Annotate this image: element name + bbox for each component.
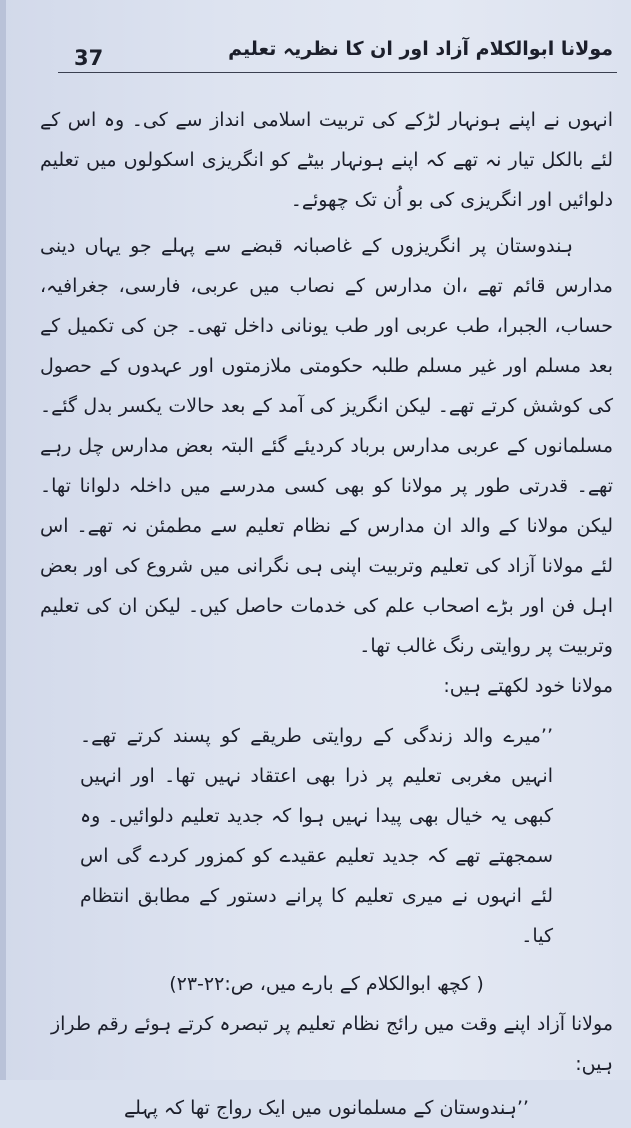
paragraph-3: مولانا خود لکھتے ہیں: [443, 675, 613, 697]
paragraph-1: انہوں نے اپنے ہونہار لڑکے کی تربیت اسلامی انداز سے کی۔ وہ اس کے لئے بالکل تیار نہ تھے کہ اپنے ہونہار بیٹے کو انگریزی اسکولوں میں تعلیم دلوائیں اور انگریزی کی بو اُن تک چھوئے۔ [40, 109, 613, 211]
block-quote: ’’میرے والد زندگی کے روایتی طریقے کو پسند کرتے تھے۔ انہیں مغربی تعلیم پر ذرا بھی اعتقاد نہیں تھا۔ اور انہیں کبھی یہ خیال بھی پیدا نہیں ہوا کہ جدید تعلیم دلوائیں۔ وہ سمجھتے تھے کہ جدید تعلیم عقیدے کو کمزور کردے گی اس لئے انہوں نے میری تعلیم کا پرانے دستور کے مطابق انتظام کیا۔ [80, 725, 553, 947]
page-number: 37 [74, 46, 104, 70]
block-quote-start: ’’ہندوستان کے مسلمانوں میں ایک رواج تھا کہ پہلے [124, 1097, 529, 1119]
body-text [40, 100, 613, 1128]
header-divider [58, 72, 617, 73]
quote-citation: ( کچھ ابوالکلام کے بارے میں، ص:۲۲-۲۳) [169, 973, 484, 995]
running-header-title: مولانا ابوالکلام آزاد اور ان کا نظریہ تعلیم [228, 38, 613, 60]
paragraph-4: مولانا آزاد اپنے وقت میں رائج نظام تعلیم پر تبصرہ کرتے ہوئے رقم طراز ہیں: [50, 1013, 613, 1075]
paragraph-2: ہندوستان پر انگریزوں کے غاصبانہ قبضے سے پہلے جو یہاں دینی مدارس قائم تھے ،ان مدارس کے نصاب میں عربی، فارسی، جغرافیہ، حساب، الجبرا، طب عربی اور طب یونانی داخل تھی۔ جن کی تکمیل کے بعد مسلم اور غیر مسلم طلبہ حکومتی ملازمتوں اور عہدوں کے حصول کی کوشش کرتے تھے۔ لیکن انگریز کی آمد کے بعد حالات یکسر بدل گئے۔ مسلمانوں کے عربی مدارس برباد کردیئے گئے البتہ بعض مدارس چل رہے تھے۔ قدرتی طور پر مولانا کو بھی کسی مدرسے میں داخلہ دلوانا تھا۔ لیکن مولانا کے والد ان مدارس کے نظام تعلیم سے مطمئن نہ تھے۔ اس لئے مولانا آزاد کی تعلیم وتربیت اپنی ہی نگرانی میں شروع کی اور بعض اہل فن اور بڑے اصحاب علم کی خدمات حاصل کیں۔ لیکن ان کی تعلیم وتربیت پر روایتی رنگ غالب تھا۔ [40, 235, 613, 657]
